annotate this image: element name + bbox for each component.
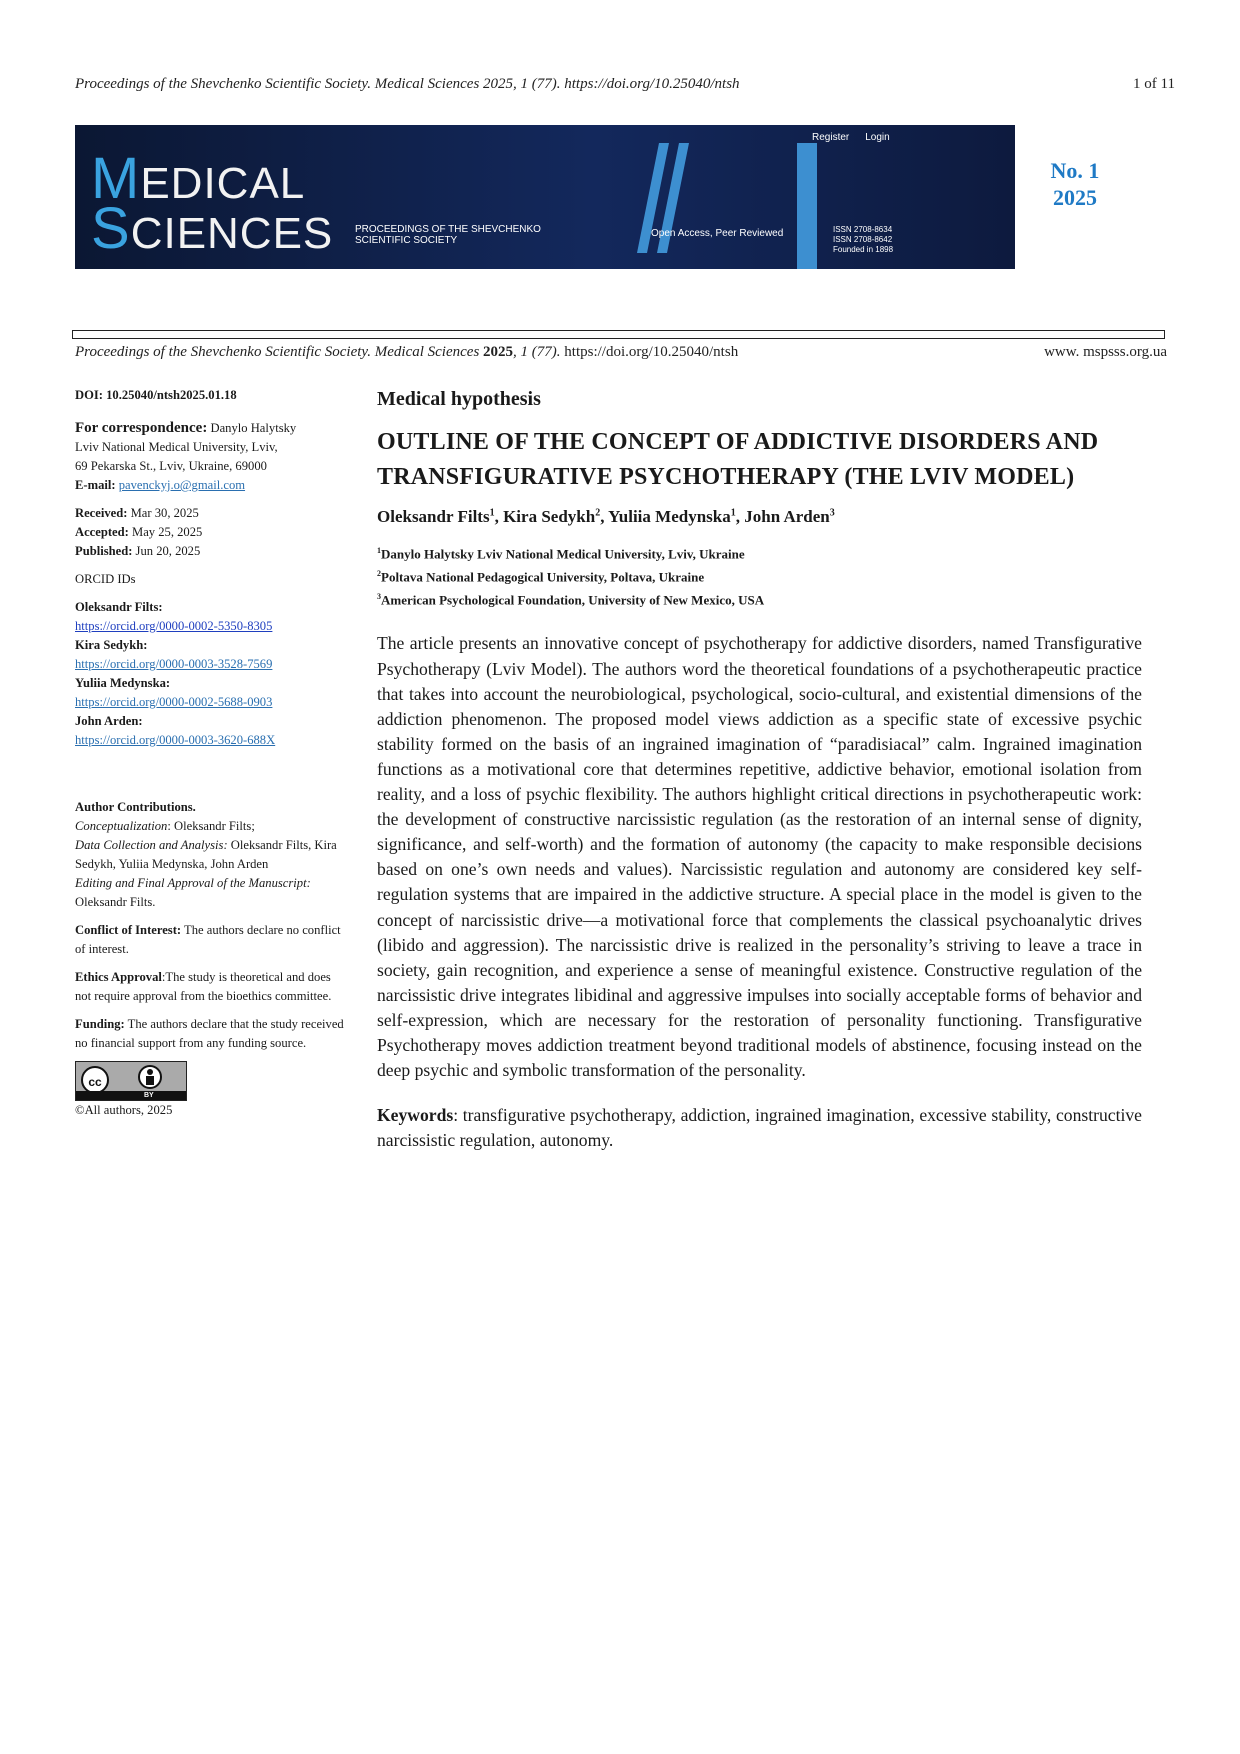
author-name: Yuliia Medynska xyxy=(608,507,731,526)
citation-year: 2025 xyxy=(483,344,514,360)
header-rule xyxy=(72,330,1165,339)
banner-subtitle-line2: SCIENTIFIC SOCIETY xyxy=(355,235,458,246)
contrib-data-label: Data Collection and Analysis: xyxy=(75,838,228,852)
author-affiliation-mark: 1 xyxy=(730,507,736,519)
correspondence-label: For correspondence: xyxy=(75,420,208,436)
page-number: 1 of 11 xyxy=(1133,76,1175,92)
citation-website[interactable]: www. mspsss.org.ua xyxy=(1044,344,1167,360)
affiliation-item xyxy=(377,564,1142,587)
logo-rest-medical: EDICAL xyxy=(140,159,306,208)
running-head xyxy=(75,76,1175,93)
article-sidebar xyxy=(75,386,345,1120)
contrib-edit: Oleksandr Filts. xyxy=(75,895,156,909)
funding-text: The authors declare that the study received no financial support from any funding source. xyxy=(75,1017,344,1050)
running-head-citation: Proceedings of the Shevchenko Scientific Society. Medical Sciences 2025, 1 (77). https://doi.org/10.25040/ntsh xyxy=(75,76,740,92)
article-title: OUTLINE OF THE CONCEPT OF ADDICTIVE DISORDERS AND TRANSFIGURATIVE PSYCHOTHERAPY (THE LVIV MODEL) xyxy=(377,429,1099,490)
ethics-label: Ethics Approval xyxy=(75,970,162,984)
received-label: Received: xyxy=(75,506,128,520)
received-date: Mar 30, 2025 xyxy=(127,506,199,520)
issue-label xyxy=(1035,157,1115,211)
banner-subtitle-line1: PROCEEDINGS OF THE SHEVCHENKO xyxy=(355,224,541,235)
affiliation-number: 2 xyxy=(377,568,381,578)
funding-label: Funding: xyxy=(75,1017,125,1031)
affiliation-item xyxy=(377,541,1142,564)
contrib-data: Oleksandr Filts, Kira Sedykh, Yuliia Medynska, John Arden xyxy=(75,838,337,871)
attribution-person-icon xyxy=(138,1065,162,1089)
published-label: Published: xyxy=(75,544,133,558)
orcid-author-name: John Arden: xyxy=(75,714,143,728)
affiliation-list xyxy=(377,541,1142,609)
correspondence-address: 69 Pekarska St., Lviv, Ukraine, 69000 xyxy=(75,459,267,473)
citation-doi-link[interactable]: https://doi.org/10.25040/ntsh xyxy=(564,344,739,360)
affiliation-text: Danylo Halytsky Lviv National Medical University, Lviv, Ukraine xyxy=(381,546,745,562)
author-affiliation-mark: 1 xyxy=(489,507,495,519)
keywords-label: Keywords xyxy=(377,1105,454,1126)
license-bottom-strip xyxy=(76,1091,186,1100)
cc-by-license-badge[interactable] xyxy=(75,1061,187,1101)
accepted-label: Accepted: xyxy=(75,525,129,539)
author-name: Kira Sedykh xyxy=(503,507,596,526)
contributions-heading: Author Contributions. xyxy=(75,800,196,814)
article-type: Medical hypothesis xyxy=(377,388,541,410)
conflict-text: The authors declare no conflict of interest. xyxy=(75,923,341,956)
logo-rest-sciences: CIENCES xyxy=(130,209,334,258)
affiliation-number: 1 xyxy=(377,546,381,555)
issue-number: No. 1 xyxy=(1050,158,1100,183)
author-name: John Arden xyxy=(744,507,830,526)
banner-logo-sciences xyxy=(91,195,333,262)
keywords-text: : transfigurative psychotherapy, addiction, ingrained imagination, excessive stability, constructive narcissistic regulation, autonomy. xyxy=(377,1105,1142,1151)
login-link[interactable]: Login xyxy=(865,132,890,143)
ethics-text: :The study is theoretical and does not require approval from the bioethics committee. xyxy=(75,970,332,1003)
creative-commons-icon: cc xyxy=(81,1066,109,1094)
logo-cap-s: S xyxy=(91,196,131,261)
banner-issn xyxy=(833,225,893,255)
orcid-link[interactable]: https://orcid.org/0000-0002-5688-0903 xyxy=(75,695,273,709)
affiliation-item xyxy=(377,587,1142,610)
contrib-concept-label: Conceptualization xyxy=(75,819,168,833)
register-link[interactable]: Register xyxy=(812,132,850,143)
issn-online: ISSN 2708-8642 xyxy=(833,235,893,244)
citation-journal: Proceedings of the Shevchenko Scientific Society. Medical Sciences xyxy=(75,344,480,360)
issue-year: 2025 xyxy=(1053,185,1097,210)
correspondence-institution: Lviv National Medical University, Lviv, xyxy=(75,440,278,454)
published-date: Jun 20, 2025 xyxy=(132,544,201,558)
author-list: Oleksandr Filts$^1$, Kira Sedykh$^2$, Yuliia Medynska$^1$, John Arden$^3$ xyxy=(377,507,835,526)
author-affiliation-mark: 3 xyxy=(829,507,835,519)
email-label: E-mail: xyxy=(75,478,116,492)
article-main xyxy=(377,388,1142,1153)
author-affiliation-mark: 2 xyxy=(595,507,601,519)
banner-register-login xyxy=(812,132,906,143)
banner-open-access: Open Access, Peer Reviewed xyxy=(651,228,784,239)
affiliation-number: 3 xyxy=(377,591,381,601)
author-name: Oleksandr Filts xyxy=(377,507,490,526)
email-link[interactable]: pavenckyj.o@gmail.com xyxy=(118,478,246,492)
keywords-block xyxy=(377,1103,1142,1153)
contrib-concept: : Oleksandr Filts; xyxy=(167,819,255,833)
correspondence-block xyxy=(75,419,345,438)
issn-print: ISSN 2708-8634 xyxy=(833,225,893,234)
banner-vertical-bar xyxy=(797,143,817,269)
abstract-text: The article presents an innovative concept of psychotherapy for addictive disorders, named Transfigurative Psychotherapy (Lviv Model). The authors word the theoretical foundations of a psychotherapeutic practice that takes into account the neurobiological, psychological, socio-cultural, and existential dimensions of the addiction phenomenon. The proposed model views addiction as a specific state of excessive psychic stability formed on the basis of an ingrained imagination of “paradisiacal” calm. Ingrained imagination functions as a motivational core that determines repetitive, addictive behavior, emotional isolation from reality, and a loss of psychic flexibility. The authors highlight critical directions in psychotherapeutic work: the development of constructive narcissistic regulation (as the restoration of an internal sense of dignity, significance, and self-worth) and the formation of autonomy (the capacity to make responsible decisions based on one’s own needs and values). Narcissistic regulation and autonomy are considered key self-regulation systems that are impaired in the addictive structure. A special place in the model is given to the concept of narcissistic drive—a motivational force that complements the classical psychoanalytic drives (libido and aggression). The narcissistic drive is realized in the personality’s striving to leave a trace in society, gain recognition, and experience a sense of meaningful existence. Constructive regulation of the narcissistic drive integrates libidinal and aggressive impulses into socially acceptable forms of behavior and self-expression, which are necessary for the restoration of personality functioning. Transfigurative Psychotherapy moves addiction treatment beyond traditional models of abstinence, focusing instead on the deep psychic and symbolic transformation of the personality. xyxy=(377,633,1142,1081)
contrib-edit-label: Editing and Final Approval of the Manuscript: xyxy=(75,876,311,890)
banner-subtitle xyxy=(355,224,555,246)
sidebar-doi: DOI: 10.25040/ntsh2025.01.18 xyxy=(75,388,237,402)
conflict-label: Conflict of Interest: xyxy=(75,923,182,937)
orcid-link[interactable]: https://orcid.org/0000-0002-5350-8305 xyxy=(75,619,273,633)
citation-volume: , 1 (77). xyxy=(513,344,561,360)
affiliation-text: Poltava National Pedagogical University, Poltava, Ukraine xyxy=(381,569,705,585)
license-by-label: BY xyxy=(144,1092,154,1099)
orcid-author-name: Yuliia Medynska: xyxy=(75,676,171,690)
orcid-author-name: Oleksandr Filts: xyxy=(75,600,163,614)
founded-year: Founded in 1898 xyxy=(833,245,894,254)
orcid-list xyxy=(75,598,345,750)
correspondence-name: Danylo Halytsky xyxy=(207,421,297,435)
orcid-link[interactable]: https://orcid.org/0000-0003-3620-688X xyxy=(75,733,276,747)
orcid-heading: ORCID IDs xyxy=(75,572,136,586)
copyright-notice: ©All authors, 2025 xyxy=(75,1103,173,1117)
orcid-link[interactable]: https://orcid.org/0000-0003-3528-7569 xyxy=(75,657,273,671)
journal-banner xyxy=(75,125,1015,269)
orcid-author-name: Kira Sedykh: xyxy=(75,638,148,652)
citation-line xyxy=(75,344,1167,361)
affiliation-text: American Psychological Foundation, University of New Mexico, USA xyxy=(381,591,765,607)
logo-cap-m: M xyxy=(91,146,141,211)
accepted-date: May 25, 2025 xyxy=(128,525,203,539)
